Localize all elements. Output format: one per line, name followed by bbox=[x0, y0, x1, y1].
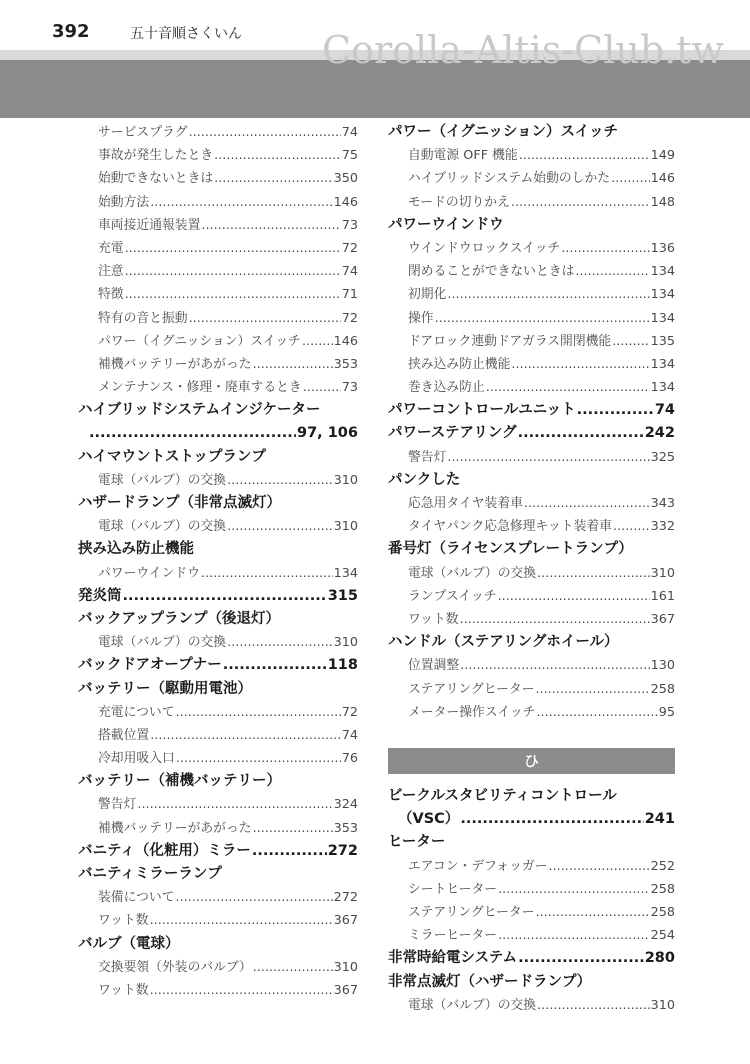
leader-dots bbox=[511, 353, 649, 376]
entry-label: 搭載位置 bbox=[98, 727, 150, 743]
index-subentry bbox=[388, 562, 675, 585]
entry-label: 番号灯（ライセンスプレートランプ） bbox=[388, 541, 633, 558]
index-entry bbox=[78, 608, 358, 631]
entry-page-number: 74 bbox=[654, 402, 675, 419]
entry-page-number: 367 bbox=[650, 611, 675, 627]
entry-page-number: 134 bbox=[650, 287, 675, 303]
index-subentry bbox=[388, 191, 675, 214]
index-subentry bbox=[78, 214, 358, 237]
watermark: Corolla-Altis-Club.tw bbox=[322, 28, 725, 72]
leader-dots bbox=[125, 283, 341, 306]
entry-label: バルブ（電球） bbox=[78, 935, 180, 952]
index-subentry bbox=[388, 701, 675, 724]
entry-label: 初期化 bbox=[408, 287, 447, 303]
leader-dots bbox=[223, 654, 327, 677]
entry-page-number: 97, 106 bbox=[296, 425, 358, 442]
leader-dots bbox=[303, 376, 341, 399]
entry-label: 警告灯 bbox=[98, 797, 137, 813]
entry-label: バニティミラーランプ bbox=[78, 866, 222, 882]
entry-page-number: 324 bbox=[333, 797, 358, 813]
entry-label: 電球（バルブ）の交換 bbox=[98, 635, 227, 651]
entry-label: 電球（バルブ）の交換 bbox=[98, 519, 227, 535]
index-entry bbox=[388, 971, 675, 994]
entry-label: ミラーヒーター bbox=[408, 928, 498, 944]
entry-label: バックアップランプ（後退灯） bbox=[78, 610, 280, 627]
leader-dots bbox=[498, 878, 649, 901]
entry-label: 補機バッテリーがあがった bbox=[98, 820, 252, 836]
leader-dots bbox=[460, 654, 649, 677]
entry-page-number: 130 bbox=[650, 658, 675, 674]
entry-label: 充電について bbox=[98, 704, 175, 720]
index-subentry bbox=[78, 979, 358, 1002]
index-entry bbox=[78, 585, 358, 608]
leader-dots bbox=[447, 283, 649, 306]
entry-page-number: 272 bbox=[333, 890, 358, 906]
entry-label: 注意 bbox=[98, 264, 124, 280]
entry-page-number: 258 bbox=[650, 681, 675, 697]
entry-page-number: 241 bbox=[644, 811, 675, 828]
index-column-right-top bbox=[388, 121, 675, 724]
entry-page-number: 73 bbox=[341, 217, 358, 233]
entry-label: 電球（バルブ）の交換 bbox=[408, 997, 537, 1013]
leader-dots bbox=[253, 956, 333, 979]
entry-label: パンクした bbox=[388, 471, 461, 488]
entry-label: 操作 bbox=[408, 310, 434, 326]
entry-label: 応急用タイヤ装着車 bbox=[408, 496, 523, 511]
entry-page-number: 280 bbox=[644, 950, 675, 967]
leader-dots bbox=[253, 353, 333, 376]
entry-page-number: 149 bbox=[650, 148, 675, 164]
leader-dots bbox=[189, 307, 341, 330]
index-entry bbox=[78, 538, 358, 561]
index-subentry bbox=[78, 724, 358, 747]
entry-page-number: 146 bbox=[333, 194, 358, 210]
leader-dots bbox=[460, 608, 650, 631]
entry-page-number: 353 bbox=[333, 356, 358, 372]
index-entry bbox=[388, 214, 675, 237]
entry-page-number: 76 bbox=[341, 751, 358, 767]
index-subentry bbox=[388, 855, 675, 878]
entry-label: バックドアオープナー bbox=[78, 657, 222, 674]
section-title: 五十音順さくいん bbox=[130, 26, 242, 42]
leader-dots bbox=[201, 214, 340, 237]
index-subentry bbox=[78, 167, 358, 190]
index-subentry bbox=[388, 585, 675, 608]
leader-dots bbox=[214, 144, 341, 167]
index-entry bbox=[78, 840, 358, 863]
entry-page-number: 146 bbox=[650, 171, 675, 187]
entry-label: タイヤパンク応急修理キット装着車 bbox=[408, 519, 612, 535]
index-entry bbox=[388, 422, 675, 445]
entry-page-number: 95 bbox=[658, 704, 675, 720]
index-entry bbox=[388, 121, 675, 144]
leader-dots bbox=[137, 793, 332, 816]
leader-dots bbox=[613, 515, 650, 538]
index-subentry bbox=[388, 654, 675, 677]
index-subentry bbox=[78, 144, 358, 167]
entry-page-number: 310 bbox=[333, 472, 358, 488]
index-subentry bbox=[78, 631, 358, 654]
index-column-right-bottom bbox=[388, 785, 675, 1017]
index-subentry bbox=[388, 515, 675, 538]
entry-page-number: 74 bbox=[341, 125, 358, 140]
index-subentry bbox=[78, 191, 358, 214]
entry-page-number: 134 bbox=[650, 356, 675, 372]
entry-page-number: 325 bbox=[650, 449, 675, 465]
leader-dots bbox=[150, 979, 333, 1002]
index-entry bbox=[78, 863, 358, 886]
entry-label: 冷却用吸入口 bbox=[98, 751, 175, 767]
entry-page-number: 254 bbox=[650, 928, 675, 944]
index-subentry bbox=[388, 901, 675, 924]
kana-section-header: ひ bbox=[388, 748, 675, 774]
entry-label: パワーステアリング bbox=[388, 425, 517, 442]
entry-label: バニティ（化粧用）ミラー bbox=[78, 842, 251, 859]
entry-label: パワー（イグニッション）スイッチ bbox=[98, 333, 301, 349]
index-subentry bbox=[78, 701, 358, 724]
index-entry bbox=[78, 678, 358, 701]
leader-dots bbox=[253, 817, 333, 840]
leader-dots bbox=[519, 144, 650, 167]
entry-label: パワー（イグニッション）スイッチ bbox=[388, 124, 618, 140]
index-subentry bbox=[78, 307, 358, 330]
entry-label: ワット数 bbox=[98, 982, 149, 998]
leader-dots bbox=[150, 724, 341, 747]
entry-label: 閉めることができないときは bbox=[408, 264, 575, 280]
index-subentry bbox=[388, 608, 675, 631]
index-subentry bbox=[78, 469, 358, 492]
index-subentry bbox=[388, 878, 675, 901]
leader-dots bbox=[201, 562, 333, 585]
entry-label: ウインドウロックスイッチ bbox=[408, 240, 561, 256]
index-subentry bbox=[78, 376, 358, 399]
leader-dots bbox=[549, 855, 650, 878]
index-entry bbox=[388, 947, 675, 970]
entry-page-number: 148 bbox=[650, 194, 675, 210]
leader-dots bbox=[511, 191, 650, 214]
entry-page-number: 134 bbox=[650, 264, 675, 280]
entry-label: ビークルスタビリティコントロール bbox=[388, 788, 617, 804]
entry-label: 電球（バルブ）の交換 bbox=[98, 472, 227, 488]
entry-page-number: 367 bbox=[333, 982, 358, 998]
entry-page-number: 252 bbox=[650, 858, 675, 874]
entry-label: 警告灯 bbox=[408, 449, 447, 465]
index-subentry bbox=[78, 283, 358, 306]
index-entry bbox=[388, 631, 675, 654]
page-number: 392 bbox=[52, 21, 90, 42]
entry-page-number: 146 bbox=[333, 333, 358, 349]
index-subentry bbox=[388, 924, 675, 947]
entry-page-number: 310 bbox=[333, 959, 358, 975]
entry-label: ワット数 bbox=[408, 611, 459, 627]
index-subentry bbox=[388, 376, 675, 399]
index-entry bbox=[78, 422, 358, 445]
leader-dots bbox=[612, 330, 649, 353]
leader-dots bbox=[176, 886, 333, 909]
leader-dots bbox=[535, 901, 649, 924]
entry-page-number: 367 bbox=[333, 913, 358, 929]
index-subentry bbox=[388, 237, 675, 260]
leader-dots bbox=[435, 307, 650, 330]
entry-label: 始動できないときは bbox=[98, 171, 214, 187]
entry-label: メンテナンス・修理・廃車するとき bbox=[98, 380, 302, 396]
leader-dots bbox=[486, 376, 650, 399]
leader-dots bbox=[447, 446, 649, 469]
index-subentry bbox=[388, 994, 675, 1017]
entry-page-number: 310 bbox=[333, 635, 358, 651]
index-entry bbox=[78, 492, 358, 515]
leader-dots bbox=[176, 701, 341, 724]
entry-label: 電球（バルブ）の交換 bbox=[408, 565, 537, 581]
entry-page-number: 332 bbox=[650, 519, 675, 535]
entry-page-number: 118 bbox=[327, 657, 358, 674]
entry-page-number: 161 bbox=[650, 588, 675, 604]
index-subentry bbox=[388, 492, 675, 515]
index-subentry bbox=[78, 515, 358, 538]
entry-label: 装備について bbox=[98, 890, 175, 906]
entry-label: 特徴 bbox=[98, 287, 124, 303]
entry-label: ワット数 bbox=[98, 913, 149, 929]
entry-label: 事故が発生したとき bbox=[98, 148, 214, 164]
entry-label: 自動電源 OFF 機能 bbox=[408, 148, 518, 164]
entry-page-number: 258 bbox=[650, 881, 675, 897]
entry-label: ハザードランプ（非常点滅灯） bbox=[78, 495, 281, 511]
entry-label: バッテリー（補機バッテリー） bbox=[78, 773, 281, 790]
leader-dots bbox=[125, 237, 341, 260]
entry-page-number: 350 bbox=[333, 171, 358, 187]
leader-dots bbox=[189, 121, 341, 144]
entry-label: 車両接近通報装置 bbox=[98, 217, 201, 233]
entry-label: ランプスイッチ bbox=[408, 588, 497, 604]
index-entry bbox=[78, 770, 358, 793]
index-entry bbox=[388, 808, 675, 831]
entry-page-number: 73 bbox=[341, 380, 358, 396]
entry-page-number: 343 bbox=[650, 496, 675, 511]
entry-label: メーター操作スイッチ bbox=[408, 704, 536, 720]
entry-label: シートヒーター bbox=[408, 881, 498, 897]
index-subentry bbox=[388, 353, 675, 376]
entry-label: ステアリングヒーター bbox=[408, 904, 535, 920]
leader-dots bbox=[537, 562, 649, 585]
entry-label: 非常点滅灯（ハザードランプ） bbox=[388, 973, 592, 990]
entry-page-number: 136 bbox=[650, 240, 675, 256]
entry-label: 挟み込み防止機能 bbox=[408, 356, 511, 372]
entry-page-number: 134 bbox=[333, 565, 358, 581]
index-subentry bbox=[78, 817, 358, 840]
index-entry bbox=[388, 469, 675, 492]
index-subentry bbox=[78, 562, 358, 585]
entry-label: モードの切りかえ bbox=[408, 194, 510, 210]
entry-page-number: 310 bbox=[650, 565, 675, 581]
index-entry bbox=[78, 446, 358, 469]
leader-dots bbox=[227, 515, 332, 538]
index-subentry bbox=[78, 956, 358, 979]
leader-dots bbox=[611, 167, 650, 190]
index-subentry bbox=[388, 446, 675, 469]
entry-label: バッテリー（駆動用電池） bbox=[78, 680, 252, 697]
entry-page-number: 134 bbox=[650, 380, 675, 396]
leader-dots bbox=[575, 260, 649, 283]
entry-page-number: 310 bbox=[333, 519, 358, 535]
entry-page-number: 353 bbox=[333, 820, 358, 836]
leader-dots bbox=[89, 422, 296, 445]
entry-page-number: 74 bbox=[341, 264, 358, 280]
entry-page-number: 258 bbox=[650, 904, 675, 920]
index-entry bbox=[388, 785, 675, 808]
index-subentry bbox=[78, 793, 358, 816]
entry-page-number: 72 bbox=[341, 310, 358, 326]
entry-label: ハイブリッドシステム始動のしかた bbox=[408, 171, 611, 187]
entry-label: ハイマウントストップランプ bbox=[78, 448, 266, 465]
entry-page-number: 74 bbox=[341, 727, 358, 743]
entry-page-number: 134 bbox=[650, 310, 675, 326]
entry-label: パワーウインドウ bbox=[98, 565, 200, 581]
leader-dots bbox=[176, 747, 341, 770]
entry-page-number: 72 bbox=[341, 704, 358, 720]
leader-dots bbox=[150, 191, 332, 214]
index-subentry bbox=[78, 886, 358, 909]
entry-label: パワーコントロールユニット bbox=[388, 402, 576, 419]
entry-label: ハンドル（ステアリングホイール） bbox=[388, 634, 619, 651]
leader-dots bbox=[518, 422, 644, 445]
entry-page-number: 310 bbox=[650, 997, 675, 1013]
entry-page-number: 242 bbox=[644, 425, 675, 442]
entry-page-number: 75 bbox=[341, 148, 358, 164]
index-subentry bbox=[388, 144, 675, 167]
entry-label: ドアロック連動ドアガラス開閉機能 bbox=[408, 333, 612, 349]
index-entry bbox=[78, 933, 358, 956]
leader-dots bbox=[561, 237, 649, 260]
leader-dots bbox=[125, 260, 341, 283]
leader-dots bbox=[518, 947, 644, 970]
index-subentry bbox=[78, 237, 358, 260]
index-subentry bbox=[78, 260, 358, 283]
entry-label: （VSC） bbox=[398, 811, 460, 828]
leader-dots bbox=[227, 631, 332, 654]
entry-page-number: 135 bbox=[650, 333, 675, 349]
index-column-left bbox=[78, 121, 358, 1002]
index-entry bbox=[78, 654, 358, 677]
entry-label: 巻き込み防止 bbox=[408, 380, 485, 396]
entry-label: 位置調整 bbox=[408, 658, 460, 674]
entry-label: 非常時給電システム bbox=[388, 950, 518, 967]
entry-label: パワーウインドウ bbox=[388, 216, 504, 233]
index-subentry bbox=[78, 909, 358, 932]
leader-dots bbox=[123, 585, 327, 608]
leader-dots bbox=[498, 924, 649, 947]
entry-label: ヒーター bbox=[388, 834, 446, 851]
entry-label: 特有の音と振動 bbox=[98, 310, 188, 326]
entry-label: 補機バッテリーがあがった bbox=[98, 356, 252, 372]
entry-label: 充電 bbox=[98, 240, 124, 256]
leader-dots bbox=[498, 585, 650, 608]
entry-label: 始動方法 bbox=[98, 194, 150, 210]
index-subentry bbox=[388, 167, 675, 190]
index-subentry bbox=[78, 353, 358, 376]
index-subentry bbox=[78, 121, 358, 144]
index-subentry bbox=[78, 747, 358, 770]
entry-label: ステアリングヒーター bbox=[408, 681, 535, 697]
index-entry bbox=[388, 399, 675, 422]
index-subentry bbox=[388, 678, 675, 701]
leader-dots bbox=[536, 701, 657, 724]
index-subentry bbox=[388, 260, 675, 283]
entry-page-number: 72 bbox=[341, 240, 358, 256]
index-entry bbox=[388, 538, 675, 561]
leader-dots bbox=[302, 330, 333, 353]
leader-dots bbox=[577, 399, 654, 422]
index-subentry bbox=[78, 330, 358, 353]
leader-dots bbox=[537, 994, 649, 1017]
leader-dots bbox=[524, 492, 650, 515]
entry-page-number: 272 bbox=[327, 842, 358, 859]
index-entry bbox=[78, 399, 358, 422]
leader-dots bbox=[227, 469, 332, 492]
index-subentry bbox=[388, 283, 675, 306]
index-subentry bbox=[388, 307, 675, 330]
entry-page-number: 315 bbox=[327, 587, 358, 604]
entry-label: ハイブリッドシステムインジケーター bbox=[78, 402, 321, 419]
index-entry bbox=[388, 831, 675, 854]
leader-dots bbox=[460, 808, 643, 831]
leader-dots bbox=[535, 678, 649, 701]
entry-label: サービスプラグ bbox=[98, 125, 188, 140]
leader-dots bbox=[214, 167, 332, 190]
leader-dots bbox=[150, 909, 333, 932]
entry-label: 発炎筒 bbox=[78, 587, 122, 604]
entry-label: 挟み込み防止機能 bbox=[78, 541, 194, 558]
entry-page-number: 71 bbox=[341, 287, 358, 303]
entry-label: エアコン・デフォッガー bbox=[408, 858, 548, 874]
index-subentry bbox=[388, 330, 675, 353]
leader-dots bbox=[252, 840, 327, 863]
entry-label: 交換要領（外装のバルブ） bbox=[98, 959, 252, 975]
